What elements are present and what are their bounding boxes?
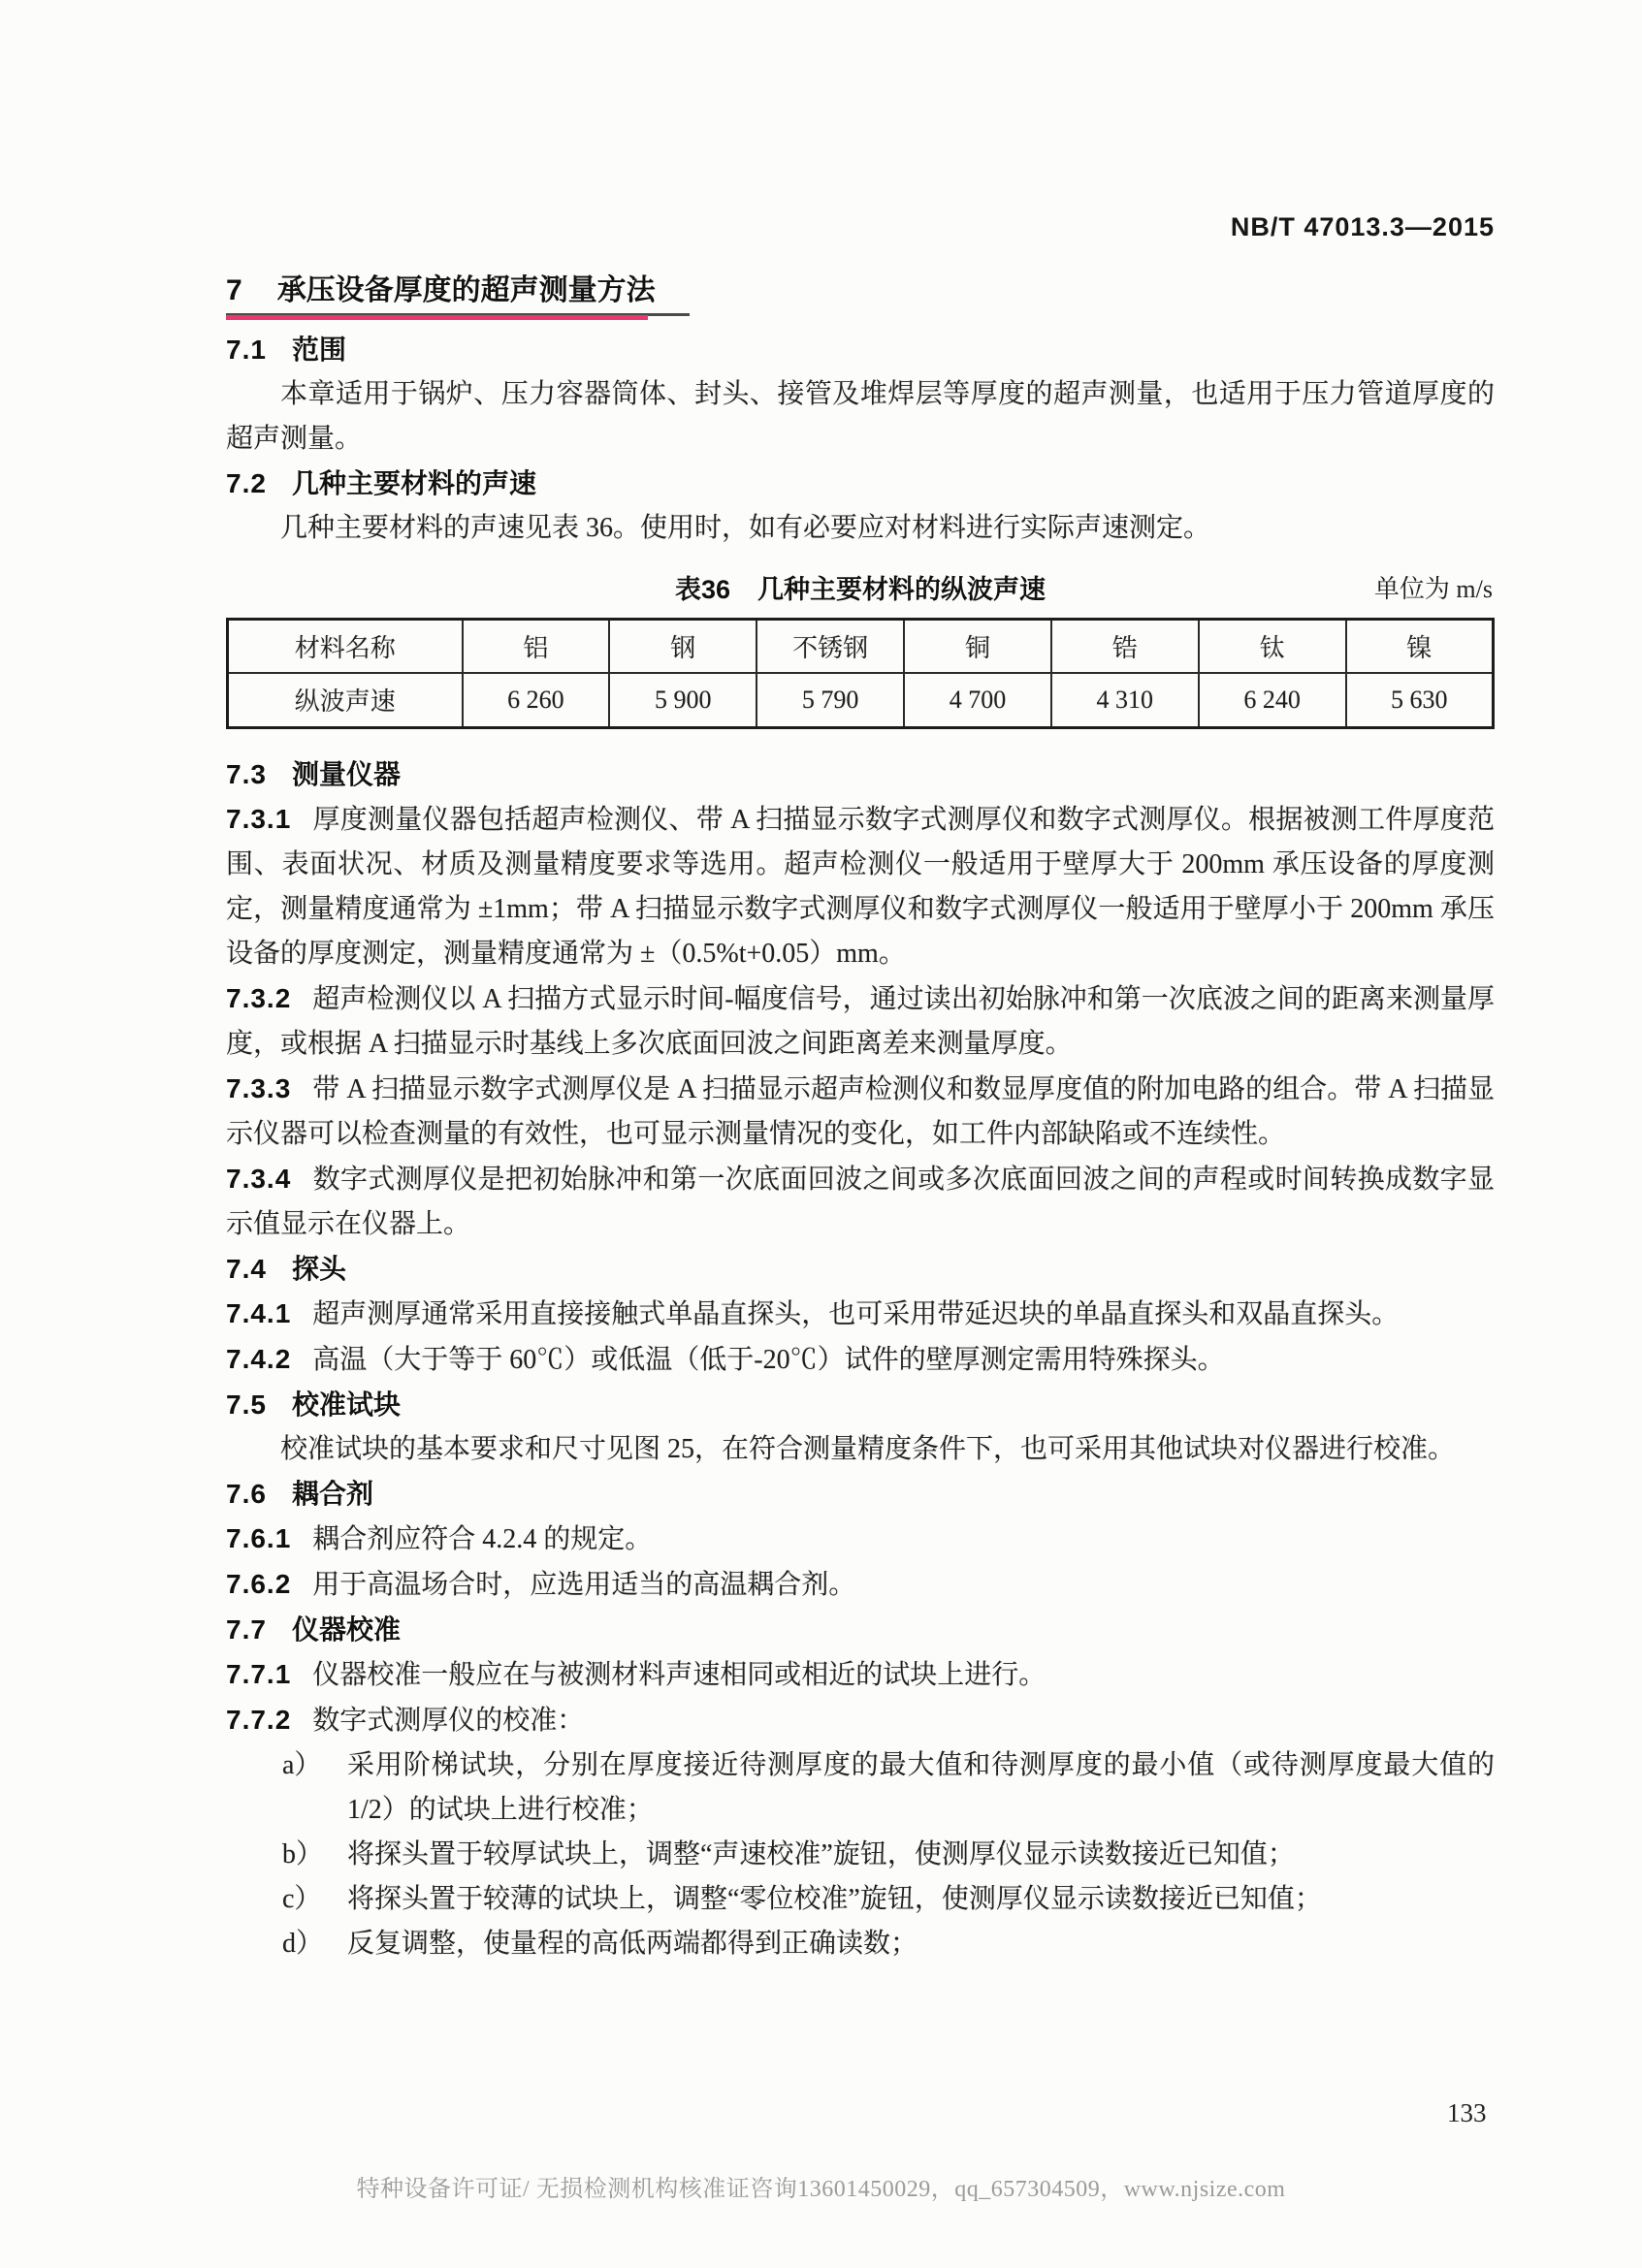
list-item-label: b）	[282, 1839, 324, 1869]
clause-7-3-3	[226, 1067, 1495, 1157]
clause-7-6-1	[226, 1517, 1495, 1562]
section-heading-7-5	[226, 1383, 1495, 1427]
table-caption-title: 几种主要材料的纵波声速	[757, 575, 1046, 604]
section-number: 7.2	[226, 468, 267, 498]
clause-number: 7.3.2	[226, 983, 292, 1013]
list-item-text: 将探头置于较薄的试块上，调整“零位校准”旋钮，使测厚仪显示读数接近已知值；	[347, 1884, 1322, 1914]
list-item-text: 反复调整，使量程的高低两端都得到正确读数；	[347, 1929, 918, 1959]
clause-text: 高温（大于等于 60℃）或低温（低于-20℃）试件的壁厚测定需用特殊探头。	[312, 1345, 1225, 1375]
table-value-cell: 5 790	[757, 673, 904, 728]
table-36-longitudinal-wave-velocity	[226, 618, 1495, 729]
list-item-d	[226, 1922, 1495, 1966]
paragraph-calibration-block: 校准试块的基本要求和尺寸见图 25，在符合测量精度条件下，也可采用其他试块对仪器进行校准。	[280, 1434, 1456, 1464]
section-number: 7.6	[226, 1479, 267, 1509]
page-content	[226, 272, 1495, 1966]
clause-7-7-2	[226, 1698, 1495, 1743]
table-header-row	[228, 620, 1494, 673]
list-item-c	[226, 1877, 1495, 1922]
table-caption-row	[226, 570, 1495, 609]
table-value-cell: 4 700	[904, 673, 1051, 728]
section-number: 7.7	[226, 1614, 267, 1645]
clause-7-4-2	[226, 1337, 1495, 1383]
table-value-cell: 4 310	[1051, 673, 1199, 728]
clause-text: 仪器校准一般应在与被测材料声速相同或相近的试块上进行。	[312, 1660, 1046, 1690]
clause-number: 7.3.4	[226, 1164, 292, 1194]
clause-7-3-2	[226, 976, 1495, 1067]
list-item-b	[226, 1833, 1495, 1877]
table-header-cell: 镍	[1346, 620, 1494, 673]
table-caption-label: 表36	[674, 575, 731, 604]
table-header-cell: 钛	[1199, 620, 1346, 673]
chapter-number: 7	[226, 274, 242, 306]
clause-text: 耦合剂应符合 4.2.4 的规定。	[312, 1524, 653, 1554]
section-title: 仪器校准	[291, 1614, 401, 1645]
section-title: 范围	[291, 335, 346, 365]
table-value-cell: 5 630	[1346, 673, 1494, 728]
section-title: 几种主要材料的声速	[291, 468, 536, 498]
table-header-cell: 钢	[609, 620, 757, 673]
clause-number: 7.6.1	[226, 1523, 292, 1553]
clause-text: 超声测厚通常采用直接接触式单晶直探头，也可采用带延迟块的单晶直探头和双晶直探头。	[312, 1299, 1400, 1329]
clause-text: 超声检测仪以 A 扫描方式显示时间-幅度信号，通过读出初始脉冲和第一次底波之间的距离来测量厚度，或根据 A 扫描显示时基线上多次底面回波之间距离差来测量厚度。	[226, 984, 1495, 1059]
clause-number: 7.6.2	[226, 1569, 292, 1599]
section-number: 7.1	[226, 335, 267, 365]
clause-number: 7.7.2	[226, 1705, 292, 1735]
clause-number: 7.4.1	[226, 1298, 292, 1328]
clause-7-3-1	[226, 797, 1495, 976]
underline-pink-stroke	[226, 315, 648, 320]
section-heading-7-1	[226, 328, 1495, 372]
footer-watermark: 特种设备许可证/ 无损检测机构核准证咨询13601450029，qq_657304509，www.njsize.com	[356, 2177, 1286, 2202]
table-row-label: 纵波声速	[228, 673, 463, 728]
clause-text: 厚度测量仪器包括超声检测仪、带 A 扫描显示数字式测厚仪和数字式测厚仪。根据被测工件厚度范围、表面状况、材质及测量精度要求等选用。超声检测仪一般适用于壁厚大于 200mm 承压设备的厚度测定，测量精度通常为 ±1mm；带 A 扫描显示数字式测厚仪和数字式测厚仪一般适用于壁厚小于 200mm 承压设备的厚度测定，测量精度通常为 ±（0.5%t+0.05）mm。	[226, 805, 1495, 969]
table-value-cell: 5 900	[609, 673, 757, 728]
list-item-label: d）	[282, 1929, 324, 1959]
table-value-cell: 6 260	[463, 673, 610, 728]
clause-text: 数字式测厚仪是把初始脉冲和第一次底面回波之间或多次底面回波之间的声程或时间转换成数字显示值显示在仪器上。	[226, 1165, 1495, 1239]
table-header-cell: 不锈钢	[757, 620, 904, 673]
section-title: 探头	[291, 1254, 346, 1284]
section-heading-7-3	[226, 752, 1495, 797]
chapter-title: 承压设备厚度的超声测量方法	[276, 274, 656, 306]
list-item-text: 采用阶梯试块，分别在厚度接近待测厚度的最大值和待测厚度的最小值（或待测厚度最大值的 1/2）的试块上进行校准；	[347, 1750, 1495, 1825]
clause-text: 带 A 扫描显示数字式测厚仪是 A 扫描显示超声检测仪和数显厚度值的附加电路的组合。带 A 扫描显示仪器可以检查测量的有效性，也可显示测量情况的变化，如工件内部缺陷或不连续性。	[226, 1074, 1495, 1149]
clause-7-7-1	[226, 1652, 1495, 1698]
section-heading-7-6	[226, 1472, 1495, 1517]
clause-text: 数字式测厚仪的校准：	[312, 1706, 585, 1736]
clause-7-4-1	[226, 1292, 1495, 1337]
table-value-cell: 6 240	[1199, 673, 1346, 728]
clause-number: 7.3.3	[226, 1073, 292, 1103]
chapter-underline-highlight	[226, 313, 690, 320]
section-heading-7-2	[226, 462, 1495, 506]
section-title: 校准试块	[291, 1390, 401, 1420]
list-item-a	[226, 1743, 1495, 1833]
section-heading-7-7	[226, 1608, 1495, 1652]
list-item-label: a）	[282, 1750, 322, 1780]
chapter-heading	[226, 272, 1495, 320]
section-heading-7-4	[226, 1247, 1495, 1292]
clause-number: 7.4.2	[226, 1344, 292, 1374]
list-item-label: c）	[282, 1884, 322, 1914]
clause-number: 7.3.1	[226, 804, 292, 834]
list-item-text: 将探头置于较厚试块上，调整“声速校准”旋钮，使测厚仪显示读数接近已知值；	[347, 1839, 1295, 1869]
clause-text: 用于高温场合时，应选用适当的高温耦合剂。	[312, 1570, 856, 1600]
section-number: 7.5	[226, 1390, 267, 1420]
table-header-cell: 材料名称	[228, 620, 463, 673]
paragraph-sound-velocity: 几种主要材料的声速见表 36。使用时，如有必要应对材料进行实际声速测定。	[280, 513, 1211, 543]
clause-number: 7.7.1	[226, 1659, 292, 1689]
table-header-cell: 铝	[463, 620, 610, 673]
table-data-row	[228, 673, 1494, 728]
section-title: 耦合剂	[291, 1479, 373, 1509]
table-unit-note: 单位为 m/s	[1373, 575, 1493, 603]
paragraph-scope: 本章适用于锅炉、压力容器筒体、封头、接管及堆焊层等厚度的超声测量，也适用于压力管道厚度的超声测量。	[226, 379, 1495, 454]
section-number: 7.3	[226, 759, 267, 789]
section-title: 测量仪器	[291, 759, 401, 789]
table-header-cell: 锆	[1051, 620, 1199, 673]
clause-7-3-4	[226, 1157, 1495, 1247]
standard-number: NB/T 47013.3—2015	[1230, 212, 1495, 241]
page-number: 133	[1447, 2098, 1487, 2127]
table-header-cell: 铜	[904, 620, 1051, 673]
clause-7-6-2	[226, 1562, 1495, 1608]
section-number: 7.4	[226, 1254, 267, 1284]
